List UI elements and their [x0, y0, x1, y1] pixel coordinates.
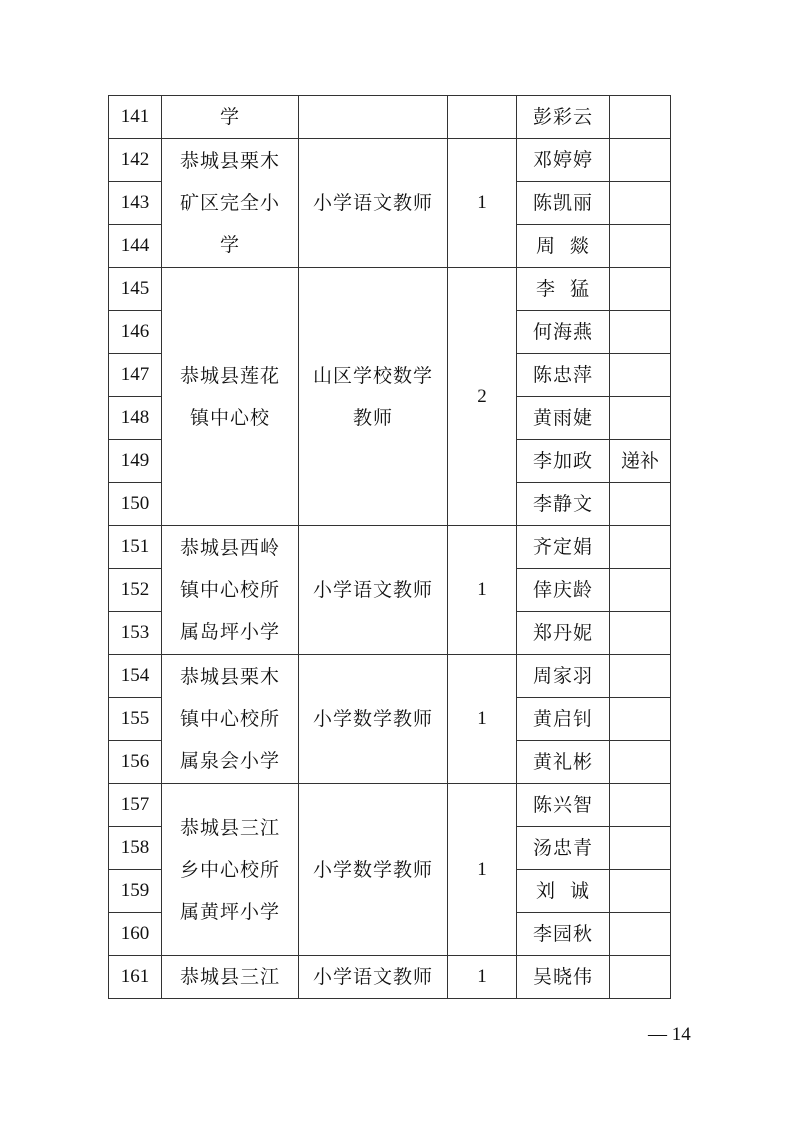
candidate-name: 彭彩云	[517, 96, 610, 139]
remark-cell	[610, 397, 671, 440]
post-cell	[299, 784, 448, 956]
row-number: 158	[109, 827, 162, 870]
school-line: 属黄坪小学	[179, 900, 280, 923]
row-number: 142	[109, 139, 162, 182]
row-number: 148	[109, 397, 162, 440]
school-line: 镇中心校所	[179, 708, 280, 730]
row-number: 150	[109, 483, 162, 526]
row-number: 153	[109, 612, 162, 655]
row-number: 151	[109, 526, 162, 569]
post-line: 小学语文教师	[312, 579, 433, 601]
school-cell	[162, 526, 299, 655]
remark-cell	[610, 526, 671, 569]
candidate-name: 陈兴智	[517, 784, 610, 827]
school-line: 恭城县西岭	[179, 537, 280, 559]
post-cell	[299, 655, 448, 784]
quota-cell: 1	[448, 139, 517, 268]
remark-cell	[610, 956, 671, 999]
remark-cell	[610, 612, 671, 655]
candidate-name: 李静文	[517, 483, 610, 526]
candidate-name: 齐定娟	[517, 526, 610, 569]
row-number: 147	[109, 354, 162, 397]
quota-cell	[448, 96, 517, 139]
school-line: 恭城县栗木	[179, 150, 280, 172]
candidate-name: 李 猛	[517, 268, 610, 311]
school-line: 恭城县莲花	[179, 364, 280, 387]
candidate-name: 黄启钊	[517, 698, 610, 741]
candidate-name: 刘 诚	[517, 870, 610, 913]
school-line: 镇中心校所	[179, 579, 280, 601]
candidate-name: 吴晓伟	[517, 956, 610, 999]
school-line: 乡中心校所	[179, 858, 280, 881]
school-line: 属泉会小学	[179, 750, 280, 772]
remark-cell: 递补	[610, 440, 671, 483]
remark-cell	[610, 483, 671, 526]
table-row	[109, 956, 671, 999]
post-cell	[299, 526, 448, 655]
school-cell	[162, 956, 299, 999]
row-number: 144	[109, 225, 162, 268]
row-number: 141	[109, 96, 162, 139]
row-number: 152	[109, 569, 162, 612]
quota-cell: 1	[448, 526, 517, 655]
school-line: 学	[219, 106, 240, 128]
candidate-name: 陈忠萍	[517, 354, 610, 397]
school-line: 矿区完全小	[179, 192, 280, 214]
post-line: 小学数学教师	[312, 708, 433, 730]
school-line: 恭城县栗木	[179, 666, 280, 688]
remark-cell	[610, 827, 671, 870]
remark-cell	[610, 225, 671, 268]
remark-cell	[610, 655, 671, 698]
school-line: 恭城县三江	[179, 966, 280, 988]
remark-cell	[610, 139, 671, 182]
candidate-name: 黄礼彬	[517, 741, 610, 784]
table-row	[109, 268, 671, 311]
school-cell	[162, 268, 299, 526]
post-cell	[299, 139, 448, 268]
row-number: 143	[109, 182, 162, 225]
remark-cell	[610, 784, 671, 827]
post-line: 小学数学教师	[312, 858, 433, 881]
post-cell	[299, 96, 448, 139]
row-number: 159	[109, 870, 162, 913]
post-line: 山区学校数学	[312, 364, 433, 387]
candidate-name: 李园秋	[517, 913, 610, 956]
row-number: 146	[109, 311, 162, 354]
school-line: 恭城县三江	[179, 816, 280, 839]
school-cell	[162, 655, 299, 784]
table-row	[109, 139, 671, 182]
row-number: 155	[109, 698, 162, 741]
school-line: 属岛坪小学	[179, 621, 280, 643]
candidate-name: 黄雨婕	[517, 397, 610, 440]
candidate-name: 陈凯丽	[517, 182, 610, 225]
remark-cell	[610, 913, 671, 956]
remark-cell	[610, 870, 671, 913]
table-row	[109, 655, 671, 698]
table-row	[109, 96, 671, 139]
candidate-name: 何海燕	[517, 311, 610, 354]
quota-cell: 1	[448, 784, 517, 956]
row-number: 145	[109, 268, 162, 311]
row-number: 160	[109, 913, 162, 956]
post-line: 小学语文教师	[312, 966, 433, 988]
remark-cell	[610, 96, 671, 139]
row-number: 156	[109, 741, 162, 784]
remark-cell	[610, 354, 671, 397]
roster-table	[108, 95, 671, 999]
school-cell	[162, 784, 299, 956]
candidate-name: 倖庆龄	[517, 569, 610, 612]
remark-cell	[610, 569, 671, 612]
page-number: — 14	[648, 1024, 691, 1045]
remark-cell	[610, 311, 671, 354]
row-number: 149	[109, 440, 162, 483]
candidate-name: 汤忠青	[517, 827, 610, 870]
post-cell	[299, 956, 448, 999]
post-cell	[299, 268, 448, 526]
candidate-name: 邓婷婷	[517, 139, 610, 182]
post-line: 小学语文教师	[312, 192, 433, 214]
candidate-name: 周家羽	[517, 655, 610, 698]
remark-cell	[610, 268, 671, 311]
remark-cell	[610, 698, 671, 741]
table-row	[109, 526, 671, 569]
school-cell	[162, 139, 299, 268]
row-number: 154	[109, 655, 162, 698]
table-row	[109, 784, 671, 827]
quota-cell: 1	[448, 956, 517, 999]
quota-cell: 2	[448, 268, 517, 526]
candidate-name: 郑丹妮	[517, 612, 610, 655]
post-line: 教师	[352, 406, 393, 429]
school-line: 镇中心校	[189, 406, 270, 429]
row-number: 157	[109, 784, 162, 827]
row-number: 161	[109, 956, 162, 999]
remark-cell	[610, 741, 671, 784]
remark-cell	[610, 182, 671, 225]
school-line: 学	[219, 234, 240, 256]
candidate-name: 李加政	[517, 440, 610, 483]
quota-cell: 1	[448, 655, 517, 784]
candidate-name: 周 燚	[517, 225, 610, 268]
school-cell	[162, 96, 299, 139]
